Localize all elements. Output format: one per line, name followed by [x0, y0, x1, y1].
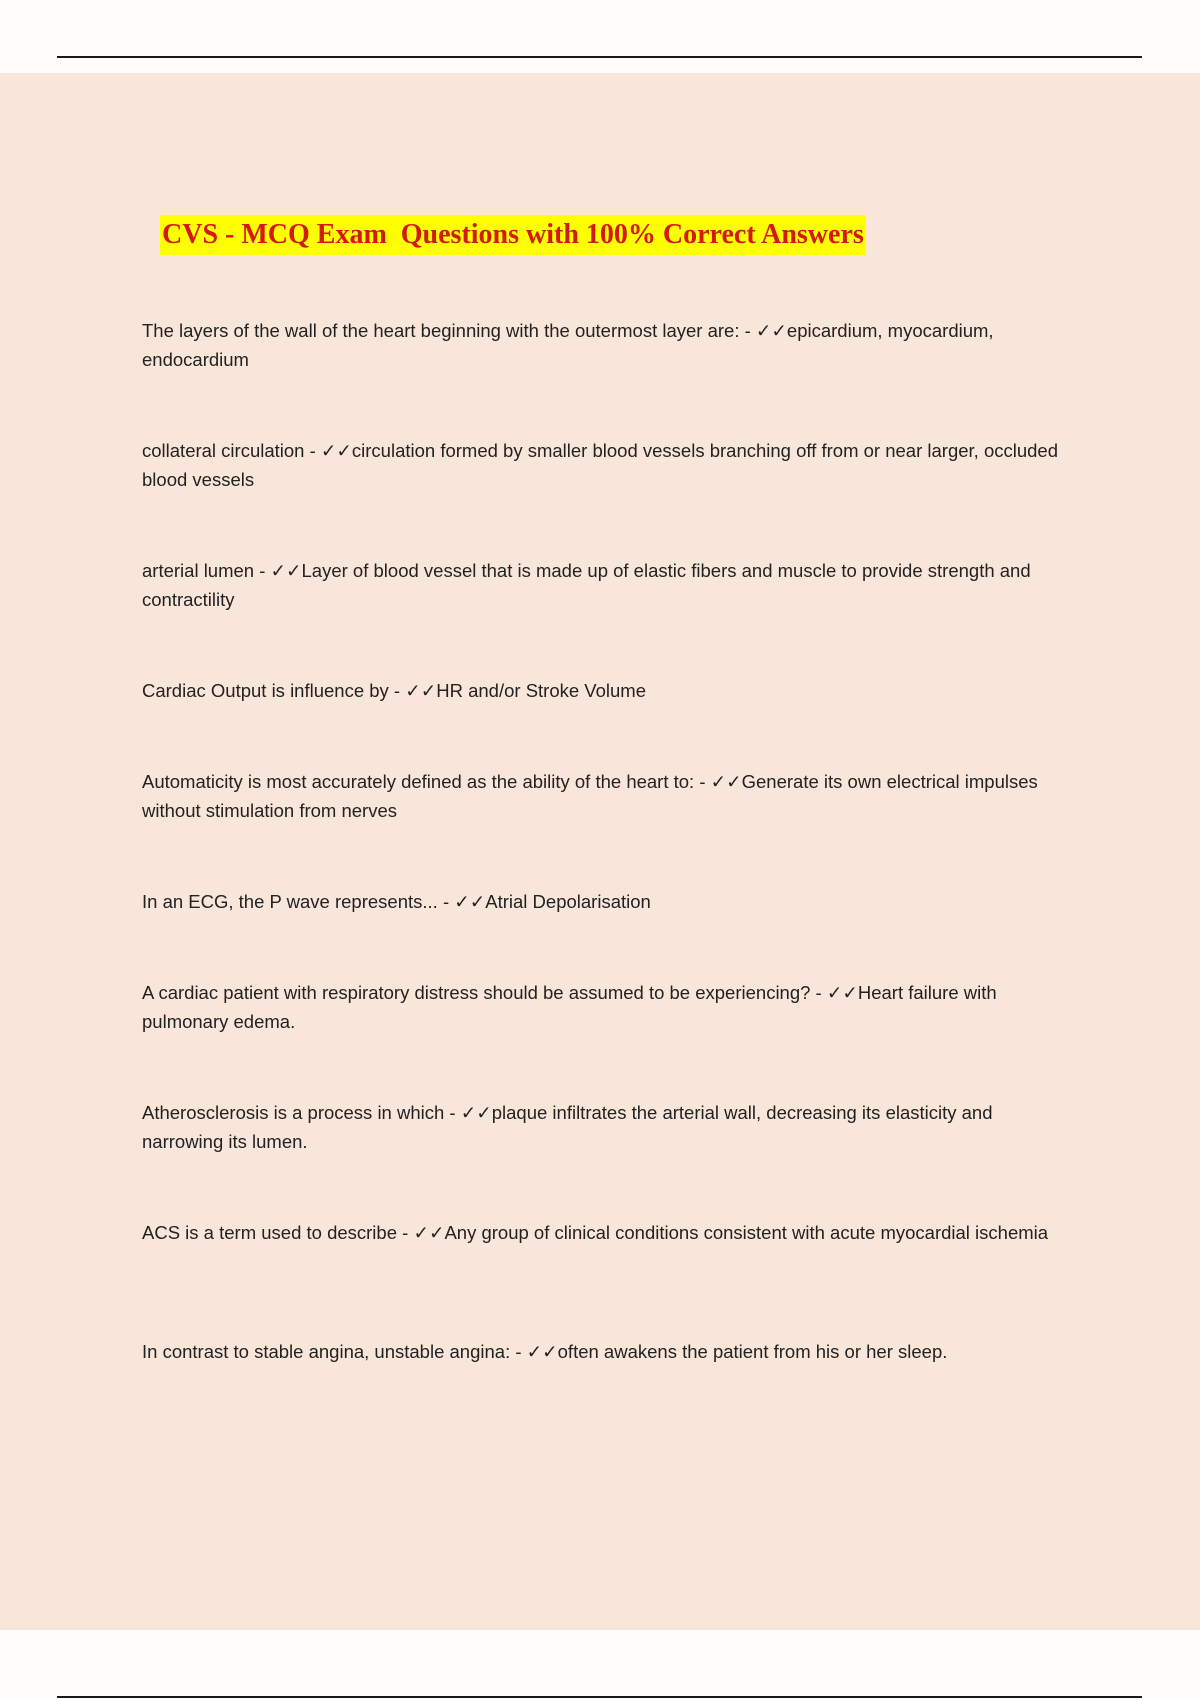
- qa-item: Automaticity is most accurately defined as the ability of the heart to: - ✓✓Generate its own electrical impulses without stimulation from nerves: [142, 771, 1038, 821]
- qa-item: ACS is a term used to describe - ✓✓Any group of clinical conditions consistent with acute myocardial ischemia: [142, 1222, 1049, 1243]
- document-page: [0, 73, 1200, 1630]
- qa-item: In contrast to stable angina, unstable angina: - ✓✓often awakens the patient from his or her sleep.: [142, 1341, 948, 1362]
- bottom-rule: [57, 1696, 1142, 1698]
- qa-item: Cardiac Output is influence by - ✓✓HR and/or Stroke Volume: [142, 680, 647, 701]
- qa-item: In an ECG, the P wave represents... - ✓✓Atrial Depolarisation: [142, 891, 651, 912]
- qa-item: The layers of the wall of the heart beginning with the outermost layer are: - ✓✓epicardium, myocardium, endocardium: [142, 320, 994, 370]
- document-title: CVS - MCQ Exam Questions with 100% Correct Answers: [160, 215, 866, 255]
- qa-item: arterial lumen - ✓✓Layer of blood vessel that is made up of elastic fibers and muscle to provide strength and contractility: [142, 560, 1031, 610]
- top-rule: [57, 56, 1142, 58]
- qa-item: A cardiac patient with respiratory distress should be assumed to be experiencing? - ✓✓Heart failure with pulmonary edema.: [142, 982, 997, 1032]
- qa-item: Atherosclerosis is a process in which - ✓✓plaque infiltrates the arterial wall, decreasing its elasticity and narrowing its lumen.: [142, 1102, 993, 1152]
- title-block: [160, 215, 866, 255]
- qa-item: collateral circulation - ✓✓circulation formed by smaller blood vessels branching off from or near larger, occluded blood vessels: [142, 440, 1058, 490]
